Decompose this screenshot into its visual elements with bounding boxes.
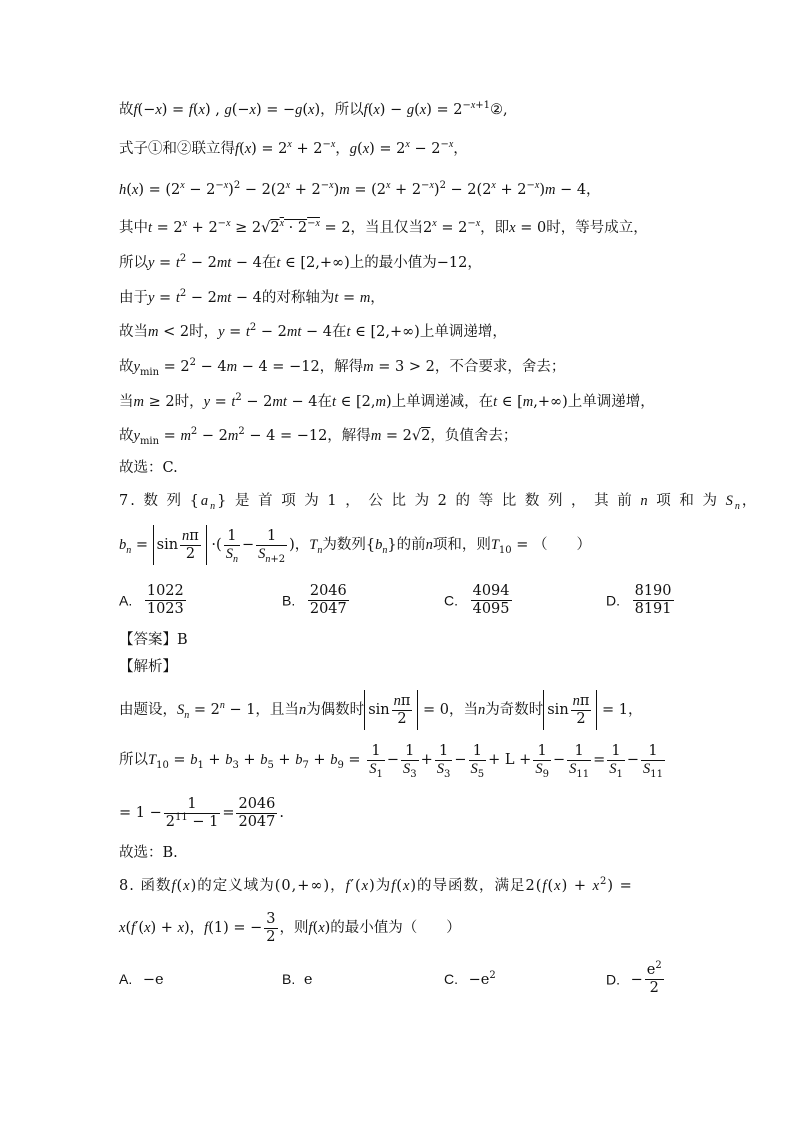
q8-option-d[interactable]: D. − $\frac{e^2}{2}$ <box>606 960 662 996</box>
q8-option-c[interactable]: C. $-e^2$ <box>444 970 496 988</box>
q7-option-d[interactable]: D. $\frac{8190}{8191}$ <box>606 583 672 617</box>
q8-stem-line-2: x(f′(x) + x)，f(1) = − $\frac{3}{2}$ ，则f(x)的最小值为（ ） <box>119 910 461 945</box>
solution-line-11: 故选：C. <box>119 460 178 476</box>
q7-solution-line-2: 所以$T_{10} = b_1 + b_3 + b_5 + b_7 + b_9$ = $\frac{1}{S_1}$ − $\frac{1}{S_3}$ + $\frac{1}{S_3}$ − $\frac{1}{S_5}$ + L + $\frac{1}{S_9}$ − $\frac{1}{S_{11}}$ = $\frac{1}{S_1}$ − $\frac{1}{S_{11}}$ <box>119 742 663 780</box>
q8-option-a[interactable]: A. −e <box>119 971 164 988</box>
q7-analysis-heading: 【解析】 <box>119 659 177 675</box>
q7-solution-line-3: = 1 − $\frac{1}{2^{11} - 1}$ = $\frac{2046}{2047}$ . <box>119 795 284 830</box>
q8-stem-line-1: 8. 函数f(x)的定义域为(0,+∞)，f′(x)为f(x)的导函数，满足$2(f(x) + x^2)$ = <box>119 876 633 894</box>
q8-option-b[interactable]: B. e <box>282 971 313 988</box>
solution-line-2: 式子①和②联立得$f(x) = 2^x + 2^{-x}$，$g(x) = 2^x - 2^{-x}$， <box>119 139 468 157</box>
solution-line-5: 所以$y = t^2 - 2mt - 4$在t ∈ [2,+∞)上的最小值为−12， <box>119 253 482 271</box>
q7-option-b[interactable]: B. $\frac{2046}{2047}$ <box>282 583 347 617</box>
solution-line-1: 故f(−x) = f(x) , g(−x) = −g(x)，所以$f(x) - g(x) = 2^{-x+1}②$, <box>119 100 508 118</box>
solution-line-6: 由于$y = t^2 - 2mt - 4$的对称轴为t = m， <box>119 288 385 306</box>
q7-solution-line-1: 由题设，$S_n = 2^n - 1$，且当n为偶数时 sin $\frac{n\pi}{2}$ = 0，当n为奇数时 sin $\frac{n\pi}{2}$ = 1， <box>119 688 643 732</box>
q7-stem-line-1: 7. 数 列 $\{a_n\}$ 是 首 项 为 1 ， 公 比 为 2 的 等 比 数 列 ， 其 前 n 项 和 为 $S_n$， <box>119 493 759 512</box>
solution-line-9: 当m ≥ 2时，$y = t^2 - 2mt - 4$在t ∈ [2,m)上单调递减，在t ∈ [m,+∞)上单调递增， <box>119 392 655 410</box>
solution-line-7: 故当m < 2时，$y = t^2 - 2mt - 4$在t ∈ [2,+∞)上单调递增， <box>119 322 507 340</box>
solution-line-3: $h(x) = (2^x - 2^{-x})^2 - 2(2^x + 2^{-x})m = (2^x + 2^{-x})^2 - 2(2^x + 2^{-x})m - 4$， <box>119 180 601 198</box>
q7-answer: 【答案】B <box>119 632 188 648</box>
solution-line-10: 故$y_{min} = m^2 - 2m^2 - 4 = -12$，解得m = 2√2，负值舍去； <box>119 426 518 447</box>
q7-option-a[interactable]: A. $\frac{1022}{1023}$ <box>119 583 184 617</box>
q7-stem-line-2: $b_n = \sin$ $\frac{n\pi}{2}$ ·( $\frac{1}{S_n}$ − $\frac{1}{S_{n+2}}$ )，$T_n$为数列$\{b_n\}$的前n项和，则$T_{10}$ = （ ） <box>119 523 591 567</box>
solution-line-8: 故$y_{min} = 2^2 - 4m - 4 = -12$，解得m = 3 > 2，不合要求，舍去； <box>119 357 566 378</box>
solution-line-4: 其中$t = 2^x + 2^{-x} \ge 2√2^x \cdot 2^{-x} = 2$，当且仅当$2^x = 2^{-x}$，即x = 0时，等号成立， <box>119 218 648 236</box>
q7-option-c[interactable]: C. $\frac{4094}{4095}$ <box>444 583 510 617</box>
q7-choose: 故选：B. <box>119 845 178 861</box>
